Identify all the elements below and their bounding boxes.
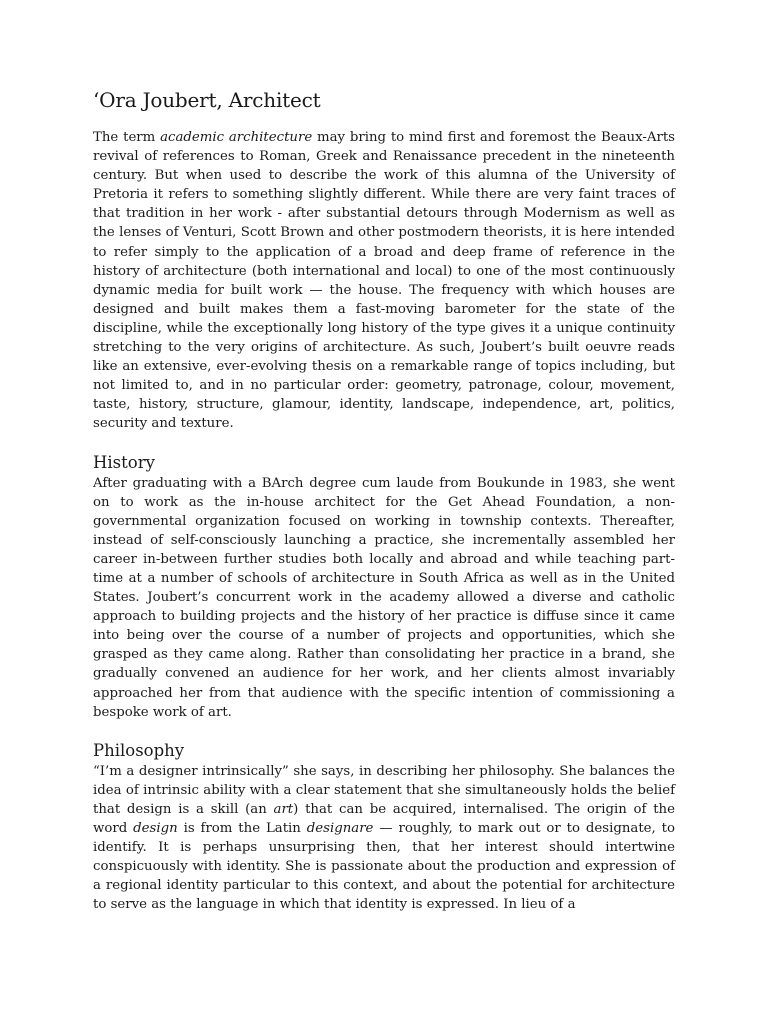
document-page (93, 86, 675, 914)
history-heading: History (93, 452, 155, 472)
philosophy-section (93, 740, 675, 915)
philosophy-emphasis-design: design (133, 821, 178, 836)
intro-text-1: The term (93, 130, 161, 145)
philosophy-text-1: “I’m a designer intrinsically” she says, in describing her philosophy. She balances the idea of intrinsic ability with a clear statement that she simultaneously holds the belief that design is a skill (an (93, 763, 675, 817)
intro-paragraph (93, 128, 675, 434)
philosophy-emphasis-designare: designare (306, 821, 374, 836)
document-title: ‘Ora Joubert, Architect (93, 88, 321, 112)
philosophy-heading: Philosophy (93, 740, 185, 760)
philosophy-emphasis-art: art (273, 801, 294, 817)
philosophy-paragraph (93, 762, 675, 915)
philosophy-text-2: ) that can be acquired, internalised. The origin of the word (93, 801, 675, 836)
history-paragraph: After graduating with a BArch degree cum laude from Boukunde in 1983, she went on to work as the in-house architect for the Get Ahead Foundation, a non-governmental organization focused on working in township contexts. Thereafter, instead of self-consciously launching a practice, she incrementally assembled her career in-between further studies both locally and abroad and while teaching part-time at a number of schools of architecture in South Africa as well as in the United States. Joubert’s concurrent work in the academy allowed a diverse and catholic approach to building projects and the history of her practice is diffuse since it came into being over the course of a number of projects and opportunities, which she grasped as they came along. Rather than consolidating her practice in a brand, she gradually convened an audience for her work, and her clients almost invariably approached her from that audience with the specific intention of commissioning a bespoke work of art. (93, 475, 675, 720)
philosophy-text-4: — roughly, to mark out or to designate, to identify. It is perhaps unsurprising then, that her interest should intertwine conspicuously with identity. She is passionate about the production and expression of a regional identity particular to this context, and about the potential for architecture to serve as the language in which that identity is expressed. In lieu of a (93, 821, 676, 913)
philosophy-text-3: is from the Latin (177, 821, 307, 836)
intro-emphasis-academic-architecture: academic architecture (160, 130, 313, 145)
intro-text-2: may bring to mind first and foremost the Beaux-Arts revival of references to Roman, Greek and Renaissance precedent in the nineteenth century. But when used to describe the work of this alumna of the University of Pretoria it refers to something slightly different. While there are very faint traces of that tradition in her work - after substantial detours through Modernism as well as the lenses of Venturi, Scott Brown and other postmodern theorists, it is here intended to refer simply to the application of a broad and deep frame of reference in the history of architecture (both international and local) to one of the most continuously dynamic media for built work — the house. The frequency with which houses are designed and built makes them a fast-moving barometer for the state of the discipline, while the exceptionally long history of the type gives it a unique continuity stretching to the very origins of architecture. As such, Joubert’s built oeuvre reads like an extensive, ever-evolving thesis on a remarkable range of topics including, but not limited to, and in no particular order: geometry, patronage, colour, movement, taste, history, structure, glamour, identity, landscape, independence, art, politics, security and texture. (93, 130, 675, 432)
history-section (93, 452, 675, 722)
